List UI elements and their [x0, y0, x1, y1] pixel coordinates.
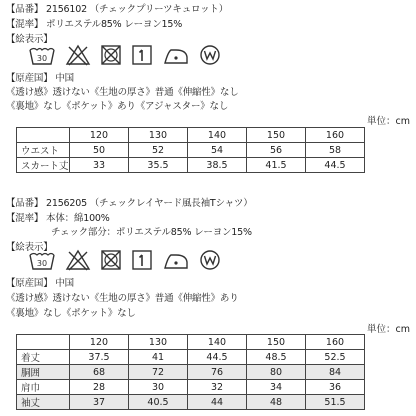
product1-unit: 単位：cm [367, 116, 410, 127]
hang-dry-icon [131, 44, 153, 66]
no-bleach-icon [65, 44, 91, 66]
table-cell: 68 [70, 365, 129, 380]
table-cell: 34 [247, 380, 306, 395]
table-cell: 37.5 [70, 350, 129, 365]
table-cell: 44.5 [188, 350, 247, 365]
iron-icon [162, 44, 190, 66]
product2-material: 【混率】 本体：綿100% [6, 213, 110, 224]
product1-code: 【品番】 2156102 （チェックプリーツキュロット） [6, 4, 229, 15]
table-row [17, 365, 365, 380]
table-cell: 41.5 [247, 158, 306, 173]
table-cell: ウエスト [17, 143, 70, 158]
product2-code: 【品番】 2156205 （チェックレイヤード風長袖Tシャツ） [6, 198, 253, 209]
table-cell: 50 [70, 143, 129, 158]
wash-30-icon [28, 44, 56, 66]
table-header-cell: 150 [247, 335, 306, 350]
wet-clean-icon [199, 44, 221, 66]
table-header-cell: 120 [70, 335, 129, 350]
table-cell: 80 [247, 365, 306, 380]
table-cell: 44 [188, 395, 247, 410]
table-cell: 72 [129, 365, 188, 380]
table-header-cell: 140 [188, 335, 247, 350]
table-header-row [17, 128, 365, 143]
table-cell: 51.5 [306, 395, 365, 410]
table-cell: 40.5 [129, 395, 188, 410]
table-cell: 58 [306, 143, 365, 158]
product1-origin: 【原産国】 中国 [6, 73, 74, 84]
svg-text:30: 30 [36, 259, 48, 268]
product2-care-label: 【絵表示】 [6, 242, 53, 253]
table-cell: 28 [70, 380, 129, 395]
table-cell: 54 [188, 143, 247, 158]
table-cell: 41 [129, 350, 188, 365]
table-header-cell: 160 [306, 128, 365, 143]
table-cell: 76 [188, 365, 247, 380]
table-cell: 48 [247, 395, 306, 410]
product1-size-table [16, 127, 365, 173]
table-header-cell: 120 [70, 128, 129, 143]
table-header-cell: 130 [129, 128, 188, 143]
table-header-cell [17, 128, 70, 143]
table-cell: 37 [70, 395, 129, 410]
table-header-cell [17, 335, 70, 350]
table-cell: 35.5 [129, 158, 188, 173]
table-cell: 38.5 [188, 158, 247, 173]
table-cell: 胴囲 [17, 365, 70, 380]
table-header-row [17, 335, 365, 350]
table-row [17, 350, 365, 365]
table-cell: 36 [306, 380, 365, 395]
table-cell: 48.5 [247, 350, 306, 365]
product2-size-table [16, 334, 365, 410]
table-cell: 30 [129, 380, 188, 395]
svg-text:30: 30 [36, 54, 48, 63]
product2-features-2: 《裏地》なし《ポケット》なし [6, 308, 136, 319]
hang-dry-icon [131, 249, 153, 271]
table-cell: 44.5 [306, 158, 365, 173]
product2-features-1: 《透け感》透けない《生地の厚さ》普通《伸縮性》あり [6, 293, 239, 304]
table-header-cell: 130 [129, 335, 188, 350]
table-cell: 84 [306, 365, 365, 380]
table-header-cell: 150 [247, 128, 306, 143]
product2-material-check: チェック部分：ポリエステル85% レーヨン15% [51, 227, 252, 238]
table-header-cell: 140 [188, 128, 247, 143]
no-bleach-icon [65, 249, 91, 271]
no-tumble-dry-icon [100, 44, 122, 66]
table-cell: 肩巾 [17, 380, 70, 395]
product1-features-1: 《透け感》透けない《生地の厚さ》普通《伸縮性》なし [6, 87, 239, 98]
product1-care-label: 【絵表示】 [6, 34, 53, 45]
table-cell: 52.5 [306, 350, 365, 365]
table-row [17, 395, 365, 410]
table-cell: 着丈 [17, 350, 70, 365]
wet-clean-icon [199, 249, 221, 271]
product2-care-icons [28, 249, 221, 271]
table-row [17, 158, 365, 173]
product2-origin: 【原産国】 中国 [6, 278, 74, 289]
table-cell: スカート丈 [17, 158, 70, 173]
no-tumble-dry-icon [100, 249, 122, 271]
product2-unit: 単位：cm [367, 324, 410, 335]
table-row [17, 380, 365, 395]
table-cell: 袖丈 [17, 395, 70, 410]
table-cell: 56 [247, 143, 306, 158]
table-cell: 33 [70, 158, 129, 173]
table-cell: 32 [188, 380, 247, 395]
product1-care-icons [28, 44, 221, 66]
table-header-cell: 160 [306, 335, 365, 350]
product1-features-2: 《裏地》なし《ポケット》あり《アジャスター》なし [6, 101, 229, 112]
table-cell: 52 [129, 143, 188, 158]
table-row [17, 143, 365, 158]
iron-icon [162, 249, 190, 271]
wash-30-icon [28, 249, 56, 271]
product1-material: 【混率】 ポリエステル85% レーヨン15% [6, 19, 183, 30]
